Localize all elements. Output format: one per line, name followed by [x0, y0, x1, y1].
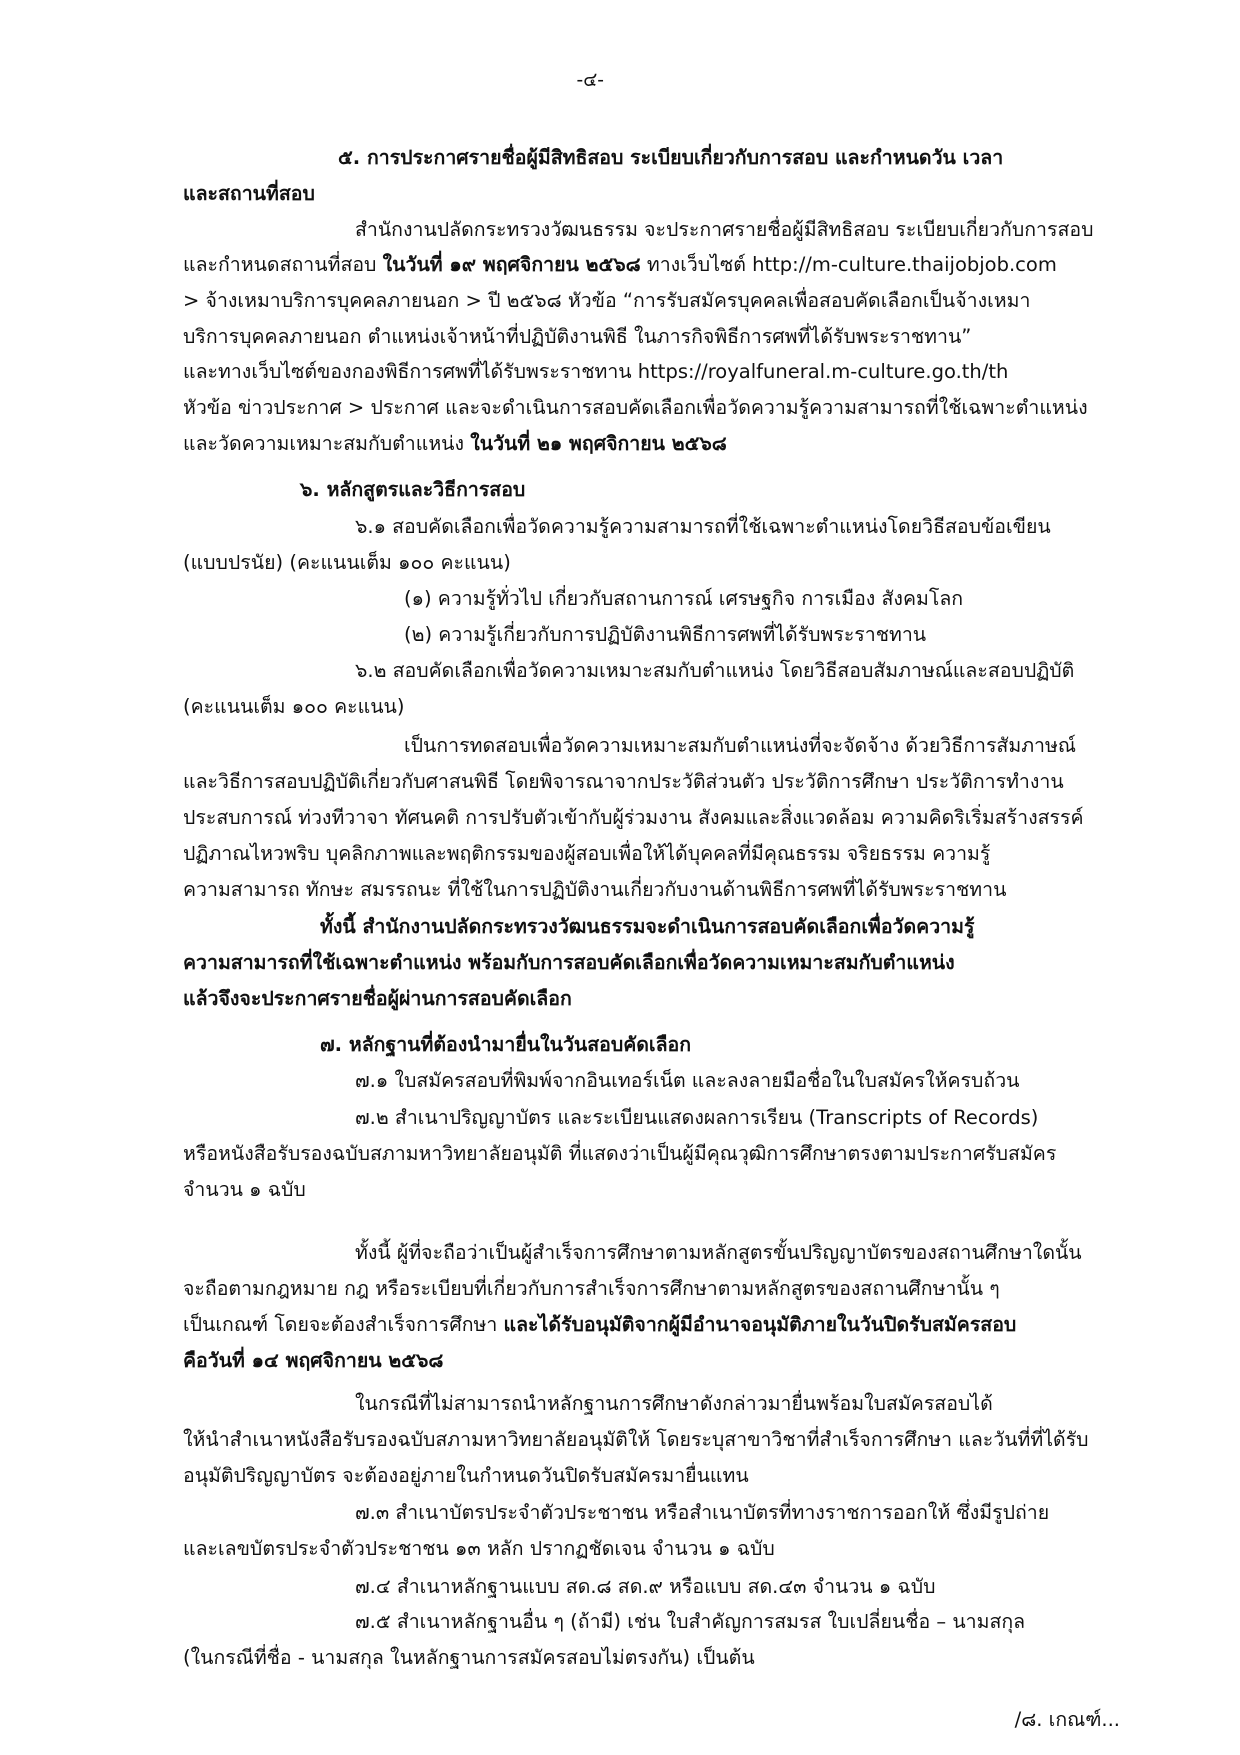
- list-item: (๑) ความรู้ทั่วไป เกี่ยวกับสถานการณ์ เศรษฐกิจ การเมือง สังคมโลก: [404, 587, 964, 610]
- paragraph-line: ๗.๒ สำเนาปริญญาบัตร และระเบียนแสดงผลการเรียน (Transcripts of Records): [355, 1106, 1039, 1129]
- paragraph-line: ๗.๓ สำเนาบัตรประจำตัวประชาชน หรือสำเนาบัตรที่ทางราชการออกให้ ซึ่งมีรูปถ่าย: [355, 1501, 1050, 1524]
- paragraph-line: ๗.๔ สำเนาหลักฐานแบบ สด.๘ สด.๙ หรือแบบ สด.๔๓ จำนวน ๑ ฉบับ: [355, 1575, 936, 1598]
- paragraph-line: ในกรณีที่ไม่สามารถนำหลักฐานการศึกษาดังกล่าวมายื่นพร้อมใบสมัครสอบได้: [355, 1392, 993, 1415]
- paragraph-line: ๖.๑ สอบคัดเลือกเพื่อวัดความรู้ความสามารถที่ใช้เฉพาะตำแหน่งโดยวิธีสอบข้อเขียน: [355, 515, 1051, 538]
- paragraph-line: ความสามารถ ทักษะ สมรรถนะ ที่ใช้ในการปฏิบัติงานเกี่ยวกับงานด้านพิธีการศพที่ได้รับพระราชทาน: [183, 878, 1007, 901]
- text-run: เป็นเกณฑ์ โดยจะต้องสำเร็จการศึกษา: [183, 1313, 504, 1336]
- paragraph-line: [183, 424, 727, 464]
- exam-date: ในวันที่ ๒๑ พฤศจิกายน ๒๕๖๘: [470, 432, 727, 455]
- paragraph-line: อนุมัติปริญญาบัตร จะต้องอยู่ภายในกำหนดวันปิดรับสมัครมายื่นแทน: [183, 1464, 749, 1487]
- paragraph-line: หรือหนังสือรับรองฉบับสภามหาวิทยาลัยอนุมัติ ที่แสดงว่าเป็นผู้มีคุณวุฒิการศึกษาตรงตามประกาศรับสมัคร: [183, 1142, 1057, 1165]
- paragraph-line: ความสามารถที่ใช้เฉพาะตำแหน่ง พร้อมกับการสอบคัดเลือกเพื่อวัดความเหมาะสมกับตำแหน่ง: [183, 951, 955, 974]
- list-item: (๒) ความรู้เกี่ยวกับการปฏิบัติงานพิธีการศพที่ได้รับพระราชทาน: [404, 623, 927, 646]
- section5-heading-line2: และสถานที่สอบ: [183, 182, 315, 205]
- section7-heading: ๗. หลักฐานที่ต้องนำมายื่นในวันสอบคัดเลือก: [320, 1033, 692, 1056]
- paragraph-line: > จ้างเหมาบริการบุคคลภายนอก > ปี ๒๕๖๘ หัวข้อ “การรับสมัครบุคคลเพื่อสอบคัดเลือกเป็นจ้างเหมา: [183, 289, 1031, 312]
- continuation-marker: /๘. เกณฑ์...: [1014, 1708, 1120, 1731]
- emphasis-text: และได้รับอนุมัติจากผู้มีอำนาจอนุมัติภายในวันปิดรับสมัครสอบ: [503, 1313, 1017, 1336]
- paragraph-line: ให้นำสำเนาหนังสือรับรองฉบับสภามหาวิทยาลัยอนุมัติให้ โดยระบุสาขาวิชาที่สำเร็จการศึกษา และวันที่ที่ได้รับ: [183, 1428, 1089, 1451]
- paragraph-line: บริการบุคคลภายนอก ตำแหน่งเจ้าหน้าที่ปฏิบัติงานพิธี ในภารกิจพิธีการศพที่ได้รับพระราชทาน”: [183, 325, 972, 348]
- paragraph-line: (คะแนนเต็ม ๑๐๐ คะแนน): [183, 695, 405, 718]
- paragraph-line: หัวข้อ ข่าวประกาศ > ประกาศ และจะดำเนินการสอบคัดเลือกเพื่อวัดความรู้ความสามารถที่ใช้เฉพาะตำแหน่ง: [183, 396, 1088, 419]
- paragraph-line: จำนวน ๑ ฉบับ: [183, 1178, 306, 1201]
- paragraph-line: ประสบการณ์ ท่วงทีวาจา ทัศนคติ การปรับตัวเข้ากับผู้ร่วมงาน สังคมและสิ่งแวดล้อม ความคิดริเริ่มสร้างสรรค์: [183, 806, 1084, 829]
- paragraph-line: (แบบปรนัย) (คะแนนเต็ม ๑๐๐ คะแนน): [183, 551, 511, 574]
- paragraph-line: ๖.๒ สอบคัดเลือกเพื่อวัดความเหมาะสมกับตำแหน่ง โดยวิธีสอบสัมภาษณ์และสอบปฏิบัติ: [355, 659, 1075, 682]
- website-link[interactable]: ทางเว็บไซต์ http://m-culture.thaijobjob.com: [640, 253, 1057, 276]
- paragraph-line: และทางเว็บไซต์ของกองพิธีการศพที่ได้รับพระราชทาน https://royalfuneral.m-culture.go.th/th: [183, 360, 1009, 383]
- paragraph-line: [183, 245, 1057, 285]
- paragraph-line: และวิธีการสอบปฏิบัติเกี่ยวกับศาสนพิธี โดยพิจารณาจากประวัติส่วนตัว ประวัติการศึกษา ประวัติการทำงาน: [183, 770, 1064, 793]
- section6-heading: ๖. หลักสูตรและวิธีการสอบ: [300, 478, 526, 501]
- page-number: -๔-: [576, 68, 604, 91]
- paragraph-line: ปฏิภาณไหวพริบ บุคลิกภาพและพฤติกรรมของผู้สอบเพื่อให้ได้บุคคลที่มีคุณธรรม จริยธรรม ความรู้: [183, 842, 991, 865]
- section5-heading-line1: ๕. การประกาศรายชื่อผู้มีสิทธิสอบ ระเบียบเกี่ยวกับการสอบ และกำหนดวัน เวลา: [338, 146, 1004, 169]
- paragraph-line: และเลขบัตรประจำตัวประชาชน ๑๓ หลัก ปรากฏชัดเจน จำนวน ๑ ฉบับ: [183, 1537, 775, 1560]
- paragraph-line: ๗.๕ สำเนาหลักฐานอื่น ๆ (ถ้ามี) เช่น ใบสำคัญการสมรส ใบเปลี่ยนชื่อ – นามสกุล: [355, 1610, 1026, 1633]
- paragraph-line: ๗.๑ ใบสมัครสอบที่พิมพ์จากอินเทอร์เน็ต และลงลายมือชื่อในใบสมัครให้ครบถ้วน: [355, 1069, 1020, 1092]
- deadline-date: คือวันที่ ๑๔ พฤศจิกายน ๒๕๖๘: [183, 1349, 444, 1372]
- paragraph-line: ทั้งนี้ ผู้ที่จะถือว่าเป็นผู้สำเร็จการศึกษาตามหลักสูตรขั้นปริญญาบัตรของสถานศึกษาใดนั้น: [355, 1241, 1082, 1264]
- paragraph-line: ทั้งนี้ สำนักงานปลัดกระทรวงวัฒนธรรมจะดำเนินการสอบคัดเลือกเพื่อวัดความรู้: [320, 915, 975, 938]
- paragraph-line: (ในกรณีที่ชื่อ - นามสกุล ในหลักฐานการสมัครสอบไม่ตรงกัน) เป็นต้น: [183, 1646, 755, 1669]
- paragraph-line: [183, 1305, 1016, 1345]
- paragraph-line: จะถือตามกฎหมาย กฎ หรือระเบียบที่เกี่ยวกับการสำเร็จการศึกษาตามหลักสูตรของสถานศึกษานั้น ๆ: [183, 1277, 1000, 1300]
- paragraph-line: สำนักงานปลัดกระทรวงวัฒนธรรม จะประกาศรายชื่อผู้มีสิทธิสอบ ระเบียบเกี่ยวกับการสอบ: [355, 218, 1094, 241]
- text-run: และกำหนดสถานที่สอบ: [183, 253, 383, 276]
- text-run: และวัดความเหมาะสมกับตำแหน่ง: [183, 432, 471, 455]
- date-announcement: ในวันที่ ๑๙ พฤศจิกายน ๒๕๖๘: [382, 253, 641, 276]
- paragraph-line: เป็นการทดสอบเพื่อวัดความเหมาะสมกับตำแหน่งที่จะจัดจ้าง ด้วยวิธีการสัมภาษณ์: [404, 734, 1076, 757]
- paragraph-line: แล้วจึงจะประกาศรายชื่อผู้ผ่านการสอบคัดเลือก: [183, 987, 572, 1010]
